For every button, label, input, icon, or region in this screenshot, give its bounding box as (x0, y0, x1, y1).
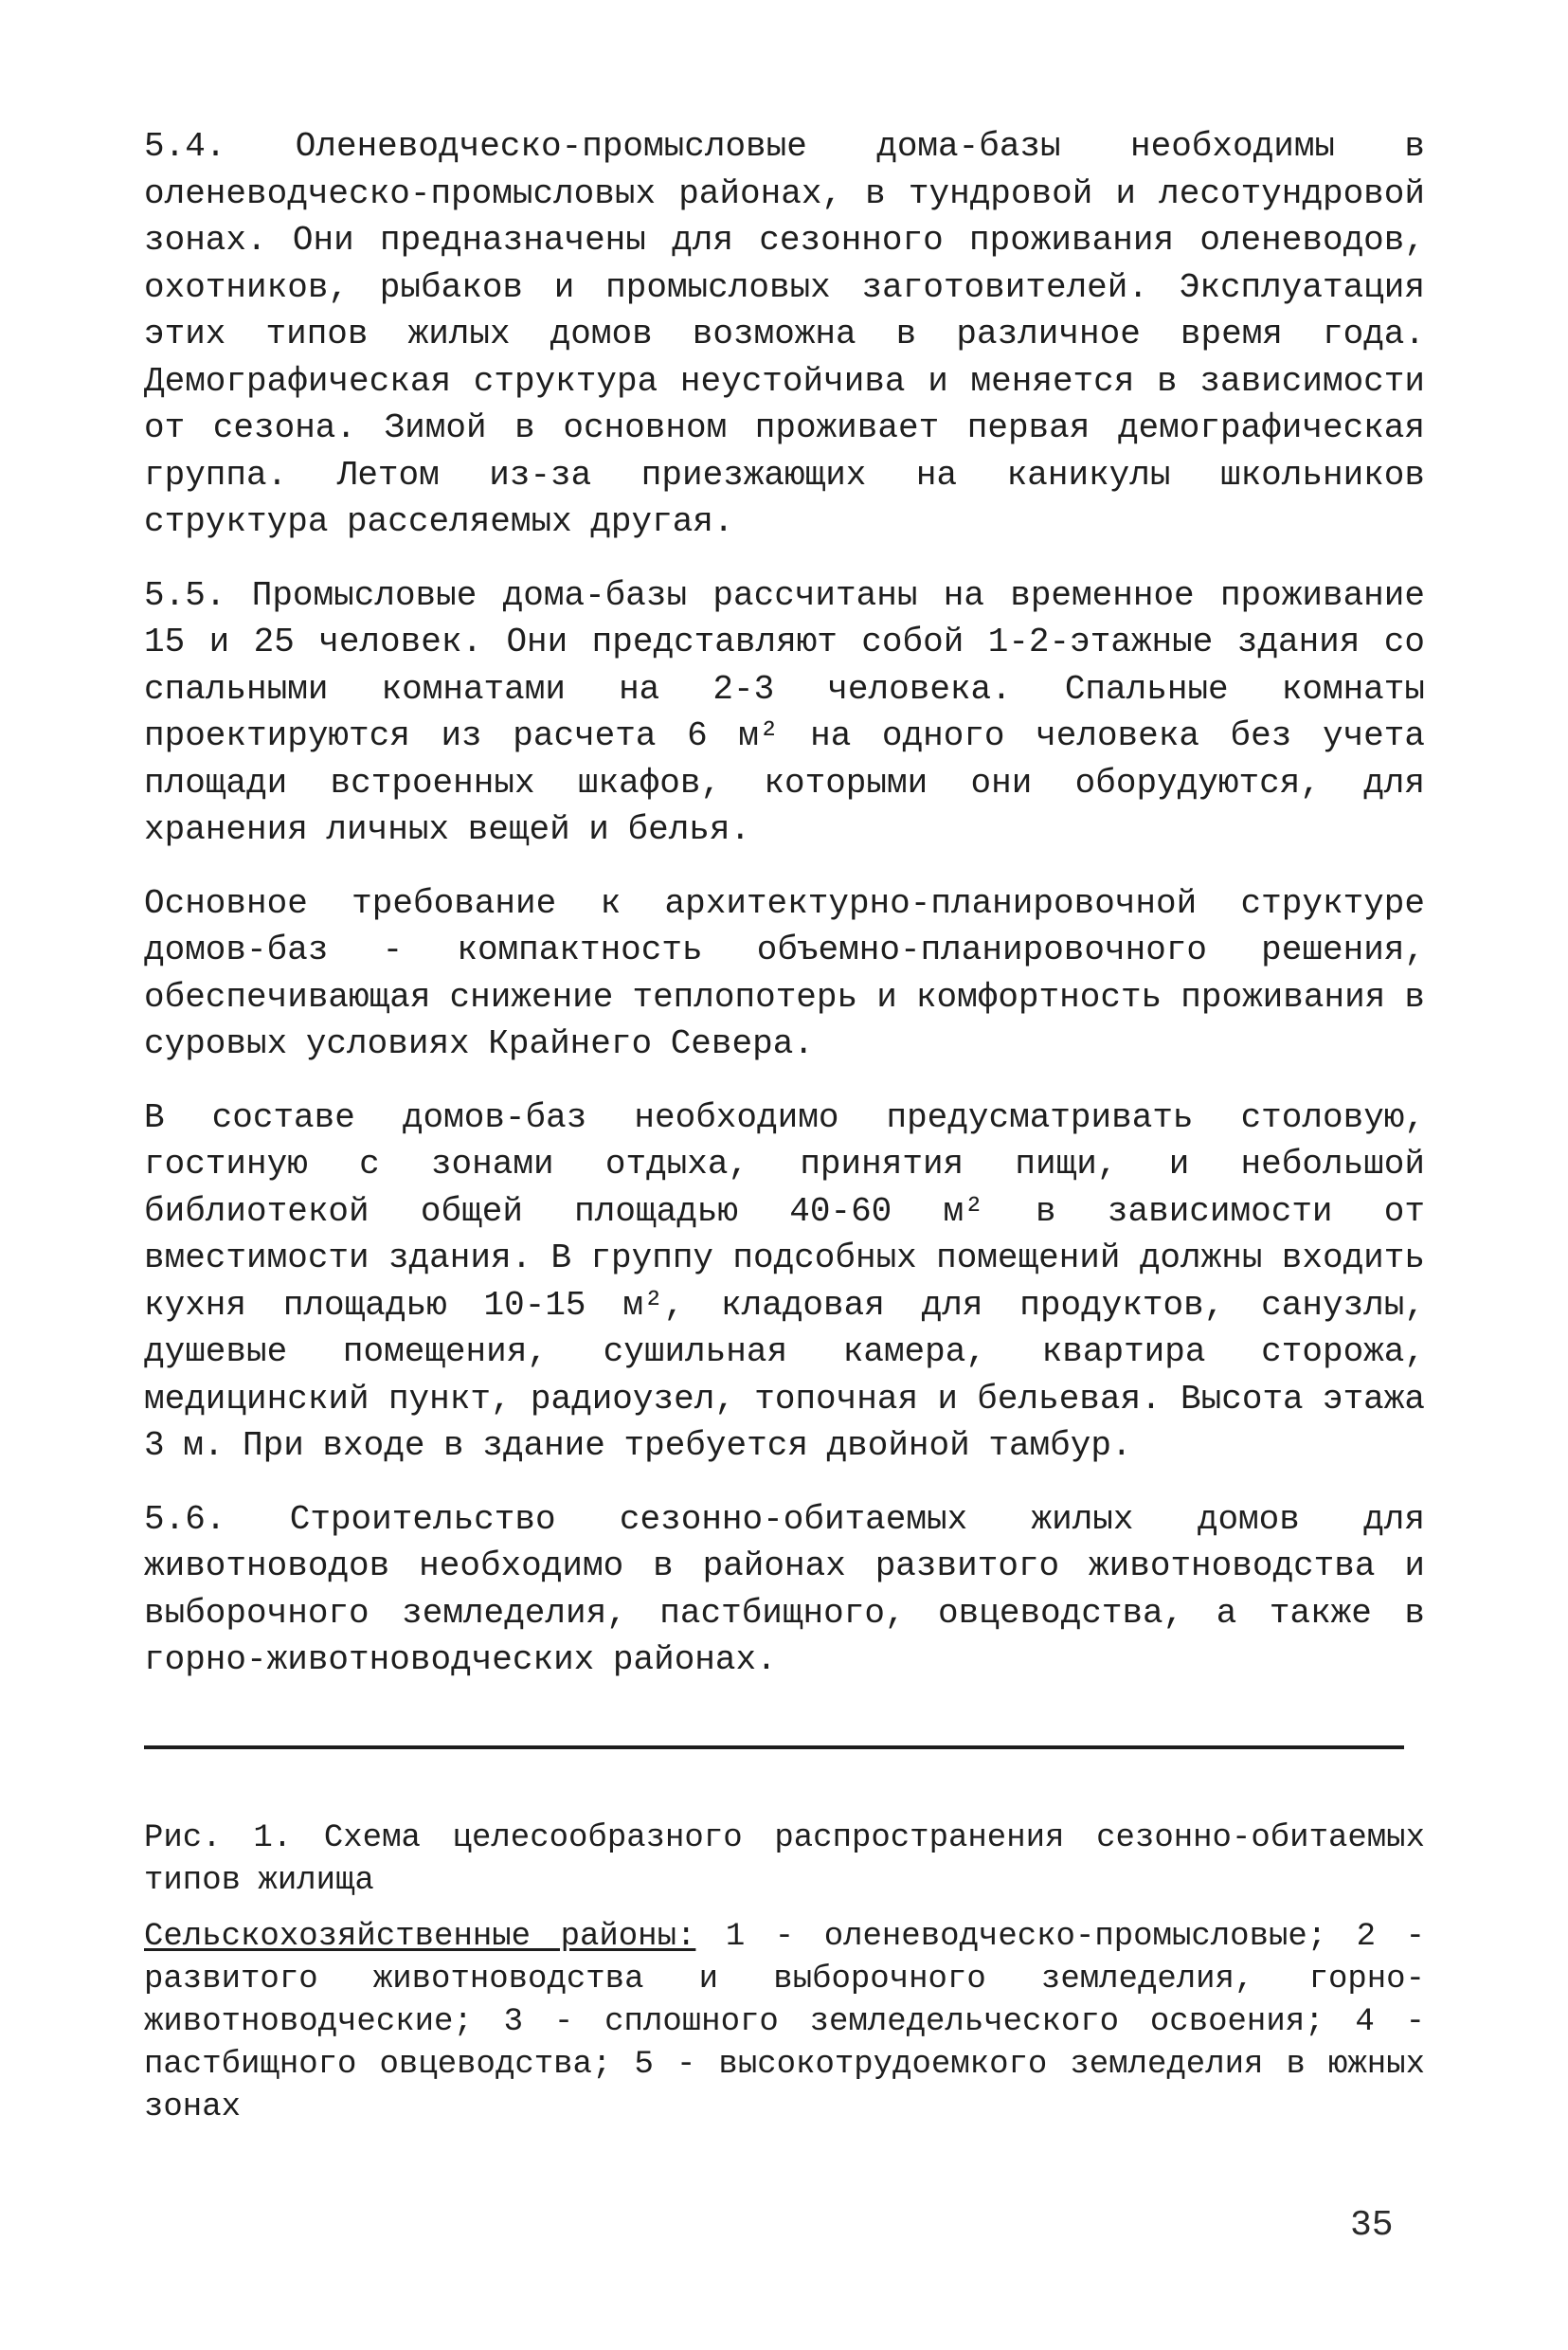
paragraph-5-4: 5.4. Оленеводческо-промысловые дома-базы необходимы в оленеводческо-промысловых районах, в тундровой и лесотундровой зонах. Они предназначены для сезонного проживания оленеводов, охотников, рыбаков и промысловых заготовителей. Эксплуатация этих типов жилых домов возможна в различное время года. Демографическая структура неустойчива и меняется в зависимости от сезона. Зимой в основном проживает первая демографическая группа. Летом из-за приезжающих на каникулы школьников структура расселяемых другая. (144, 127, 1425, 541)
figure-caption-title: Рис. 1. Схема целесообразного распространения сезонно-обитаемых типов жилища (144, 1820, 1425, 1899)
paragraph-requirements: Основное требование к архитектурно-планировочной структуре домов-баз - компактность объемно-планировочного решения, обеспечивающая снижение теплопотерь и комфортность проживания в суровых условиях Крайнего Севера. (144, 883, 1425, 1063)
body-text (144, 123, 1425, 1710)
paragraph-5-5: 5.5. Промысловые дома-базы рассчитаны на временное проживание 15 и 25 человек. Они представляют собой 1-2-этажные здания со спальными комнатами на 2-3 человека. Спальные комнаты проектируются из расчета 6 м² на одного человека без учета площади встроенных шкафов, которыми они оборудуются, для хранения личных вещей и белья. (144, 575, 1425, 849)
legend-text: 1 - оленеводческо-промысловые; 2 - развитого животноводства и выборочного земледелия, горно-животноводческие; 3 - сплошного земледельческого освоения; 4 - пастбищного овцеводства; 5 - высокотрудоемкого земледелия в южных зонах (144, 1919, 1425, 2125)
figure-caption (144, 1817, 1425, 2129)
legend-heading: Сельскохозяйственные районы: (144, 1919, 696, 1955)
paragraph-composition: В составе домов-баз необходимо предусматривать столовую, гостиную с зонами отдыха, принятия пищи, и небольшой библиотекой общей площадью 40-60 м² в зависимости от вместимости здания. В группу подсобных помещений должны входить кухня площадью 10-15 м², кладовая для продуктов, санузлы, душевые помещения, сушильная камера, квартира сторожа, медицинский пункт, радиоузел, топочная и бельевая. Высота этажа 3 м. При входе в здание требуется двойной тамбур. (144, 1097, 1425, 1465)
paragraph-5-6: 5.6. Строительство сезонно-обитаемых жилых домов для животноводов необходимо в районах развитого животноводства и выборочного земледелия, пастбищного, овцеводства, а также в горно-животноводческих районах. (144, 1499, 1425, 1679)
page-number: 35 (1350, 2205, 1394, 2246)
footnote-divider (144, 1745, 1404, 1749)
figure-legend (144, 1916, 1425, 2129)
